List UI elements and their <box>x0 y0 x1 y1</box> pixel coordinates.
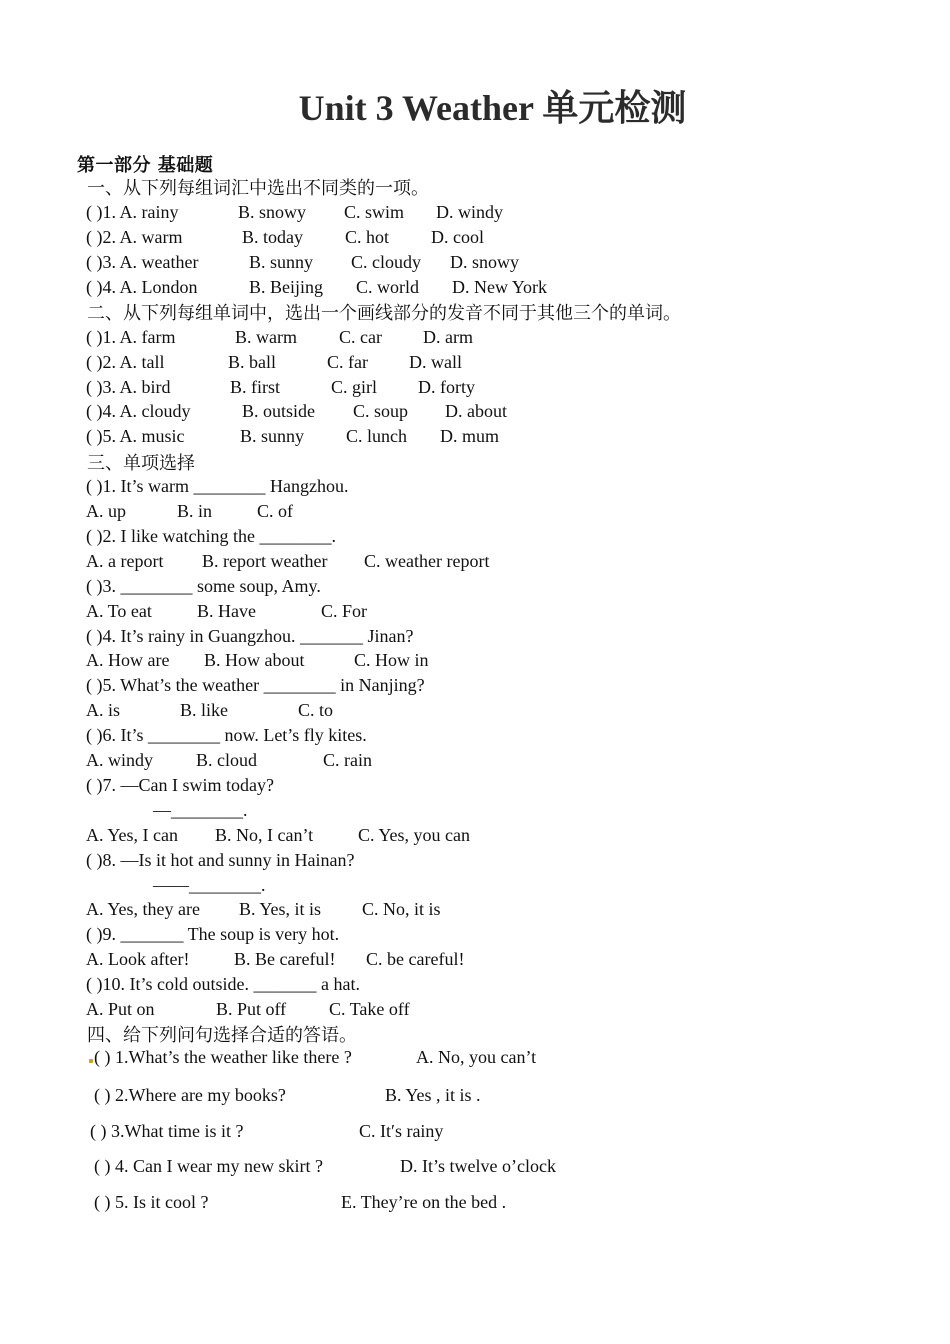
option-b: B. No, I can’t <box>215 825 314 845</box>
option-b: B. How about <box>204 650 305 670</box>
option-b: B. warm <box>235 327 297 347</box>
question-text: ( )2. I like watching the ________. <box>86 526 336 546</box>
section-1-heading: 一、从下列每组词汇中选出不同类的一项。 <box>87 178 429 199</box>
option-c: C. to <box>298 700 334 720</box>
option-d: D. snowy <box>450 252 520 272</box>
option-b: B. in <box>177 501 213 521</box>
option-b: B. outside <box>242 401 316 421</box>
answer-line: ——________. <box>153 875 266 895</box>
option-a: ( )3. A. bird <box>86 377 171 397</box>
answer-option: E. They’re on the bed . <box>341 1192 507 1212</box>
option-c: C. For <box>321 601 368 621</box>
option-a: A. is <box>86 700 121 720</box>
option-b: B. snowy <box>238 202 307 222</box>
answer-line: —________. <box>153 800 248 820</box>
option-a: ( )3. A. weather <box>86 252 199 272</box>
option-d: D. wall <box>409 352 462 372</box>
marker-dot <box>89 1059 93 1063</box>
option-c: C. cloudy <box>351 252 421 272</box>
option-c: C. swim <box>344 202 405 222</box>
answer-option: D. It’s twelve o’clock <box>400 1156 556 1176</box>
option-a: A. Put on <box>86 999 155 1019</box>
question-text: ( )5. What’s the weather ________ in Nanjing? <box>86 675 425 695</box>
question-text: ( ) 4. Can I wear my new skirt ? <box>94 1156 323 1176</box>
option-b: B. sunny <box>249 252 314 272</box>
section-4-heading: 四、给下列问句选择合适的答语。 <box>87 1025 357 1046</box>
section-3-heading: 三、单项选择 <box>87 453 195 474</box>
option-d: D. New York <box>452 277 548 297</box>
option-a: A. up <box>86 501 126 521</box>
option-a: ( )2. A. tall <box>86 352 165 372</box>
answer-option: B. Yes , it is . <box>385 1085 481 1105</box>
option-b: B. today <box>242 227 303 247</box>
answer-option: C. It′s rainy <box>359 1121 444 1141</box>
option-c: C. car <box>339 327 382 347</box>
option-c: C. rain <box>323 750 372 770</box>
option-c: C. Yes, you can <box>358 825 471 845</box>
option-b: B. Put off <box>216 999 287 1019</box>
option-b: B. sunny <box>240 426 305 446</box>
part-heading: 第一部分 基础题 <box>77 155 214 176</box>
page-title: Unit 3 Weather 单元检测 <box>298 88 687 128</box>
question-text: ( )7. —Can I swim today? <box>86 775 274 795</box>
option-b: B. Yes, it is <box>239 899 322 919</box>
option-b: B. ball <box>228 352 276 372</box>
option-c: C. No, it is <box>362 899 441 919</box>
option-a: A. Yes, they are <box>86 899 200 919</box>
option-c: C. Take off <box>329 999 410 1019</box>
question-text: ( )1. It’s warm ________ Hangzhou. <box>86 476 349 496</box>
option-a: A. Look after! <box>86 949 190 969</box>
option-c: C. be careful! <box>366 949 465 969</box>
question-text: ( )4. It’s rainy in Guangzhou. _______ Jinan? <box>86 626 414 646</box>
option-c: C. far <box>327 352 368 372</box>
question-text: ( ) 1.What’s the weather like there ? <box>94 1047 352 1067</box>
option-b: B. Beijing <box>249 277 324 297</box>
option-a: ( )5. A. music <box>86 426 185 446</box>
option-b: B. Have <box>197 601 256 621</box>
option-a: A. a report <box>86 551 164 571</box>
option-c: C. of <box>257 501 293 521</box>
option-b: B. first <box>230 377 281 397</box>
option-b: B. cloud <box>196 750 257 770</box>
answer-option: A. No, you can’t <box>416 1047 537 1067</box>
option-a: ( )4. A. London <box>86 277 198 297</box>
option-c: C. hot <box>345 227 390 247</box>
option-b: B. Be careful! <box>234 949 336 969</box>
option-a: A. To eat <box>86 601 152 621</box>
option-c: C. girl <box>331 377 378 397</box>
option-a: A. Yes, I can <box>86 825 178 845</box>
question-text: ( ) 3.What time is it ? <box>90 1121 244 1141</box>
question-text: ( )8. —Is it hot and sunny in Hainan? <box>86 850 355 870</box>
option-d: D. forty <box>418 377 475 397</box>
question-text: ( )3. ________ some soup, Amy. <box>86 576 321 596</box>
option-a: ( )1. A. farm <box>86 327 176 347</box>
question-text: ( )10. It’s cold outside. _______ a hat. <box>86 974 360 994</box>
option-d: D. windy <box>436 202 503 222</box>
option-a: ( )4. A. cloudy <box>86 401 191 421</box>
option-c: C. world <box>356 277 419 297</box>
option-c: C. lunch <box>346 426 407 446</box>
question-text: ( )6. It’s ________ now. Let’s fly kites. <box>86 725 367 745</box>
option-c: C. How in <box>354 650 429 670</box>
question-text: ( ) 5. Is it cool ? <box>94 1192 209 1212</box>
option-b: B. report weather <box>202 551 328 571</box>
question-text: ( )9. _______ The soup is very hot. <box>86 924 340 944</box>
section-2-heading: 二、从下列每组单词中，选出一个画线部分的发音不同于其他三个的单词。 <box>87 303 681 324</box>
option-d: D. arm <box>423 327 473 347</box>
option-a: A. windy <box>86 750 153 770</box>
option-d: D. mum <box>440 426 500 446</box>
option-c: C. soup <box>353 401 409 421</box>
option-d: D. cool <box>431 227 484 247</box>
option-d: D. about <box>445 401 507 421</box>
option-b: B. like <box>180 700 228 720</box>
option-c: C. weather report <box>364 551 490 571</box>
option-a: ( )1. A. rainy <box>86 202 179 222</box>
option-a: ( )2. A. warm <box>86 227 183 247</box>
option-a: A. How are <box>86 650 170 670</box>
question-text: ( ) 2.Where are my books? <box>94 1085 286 1105</box>
